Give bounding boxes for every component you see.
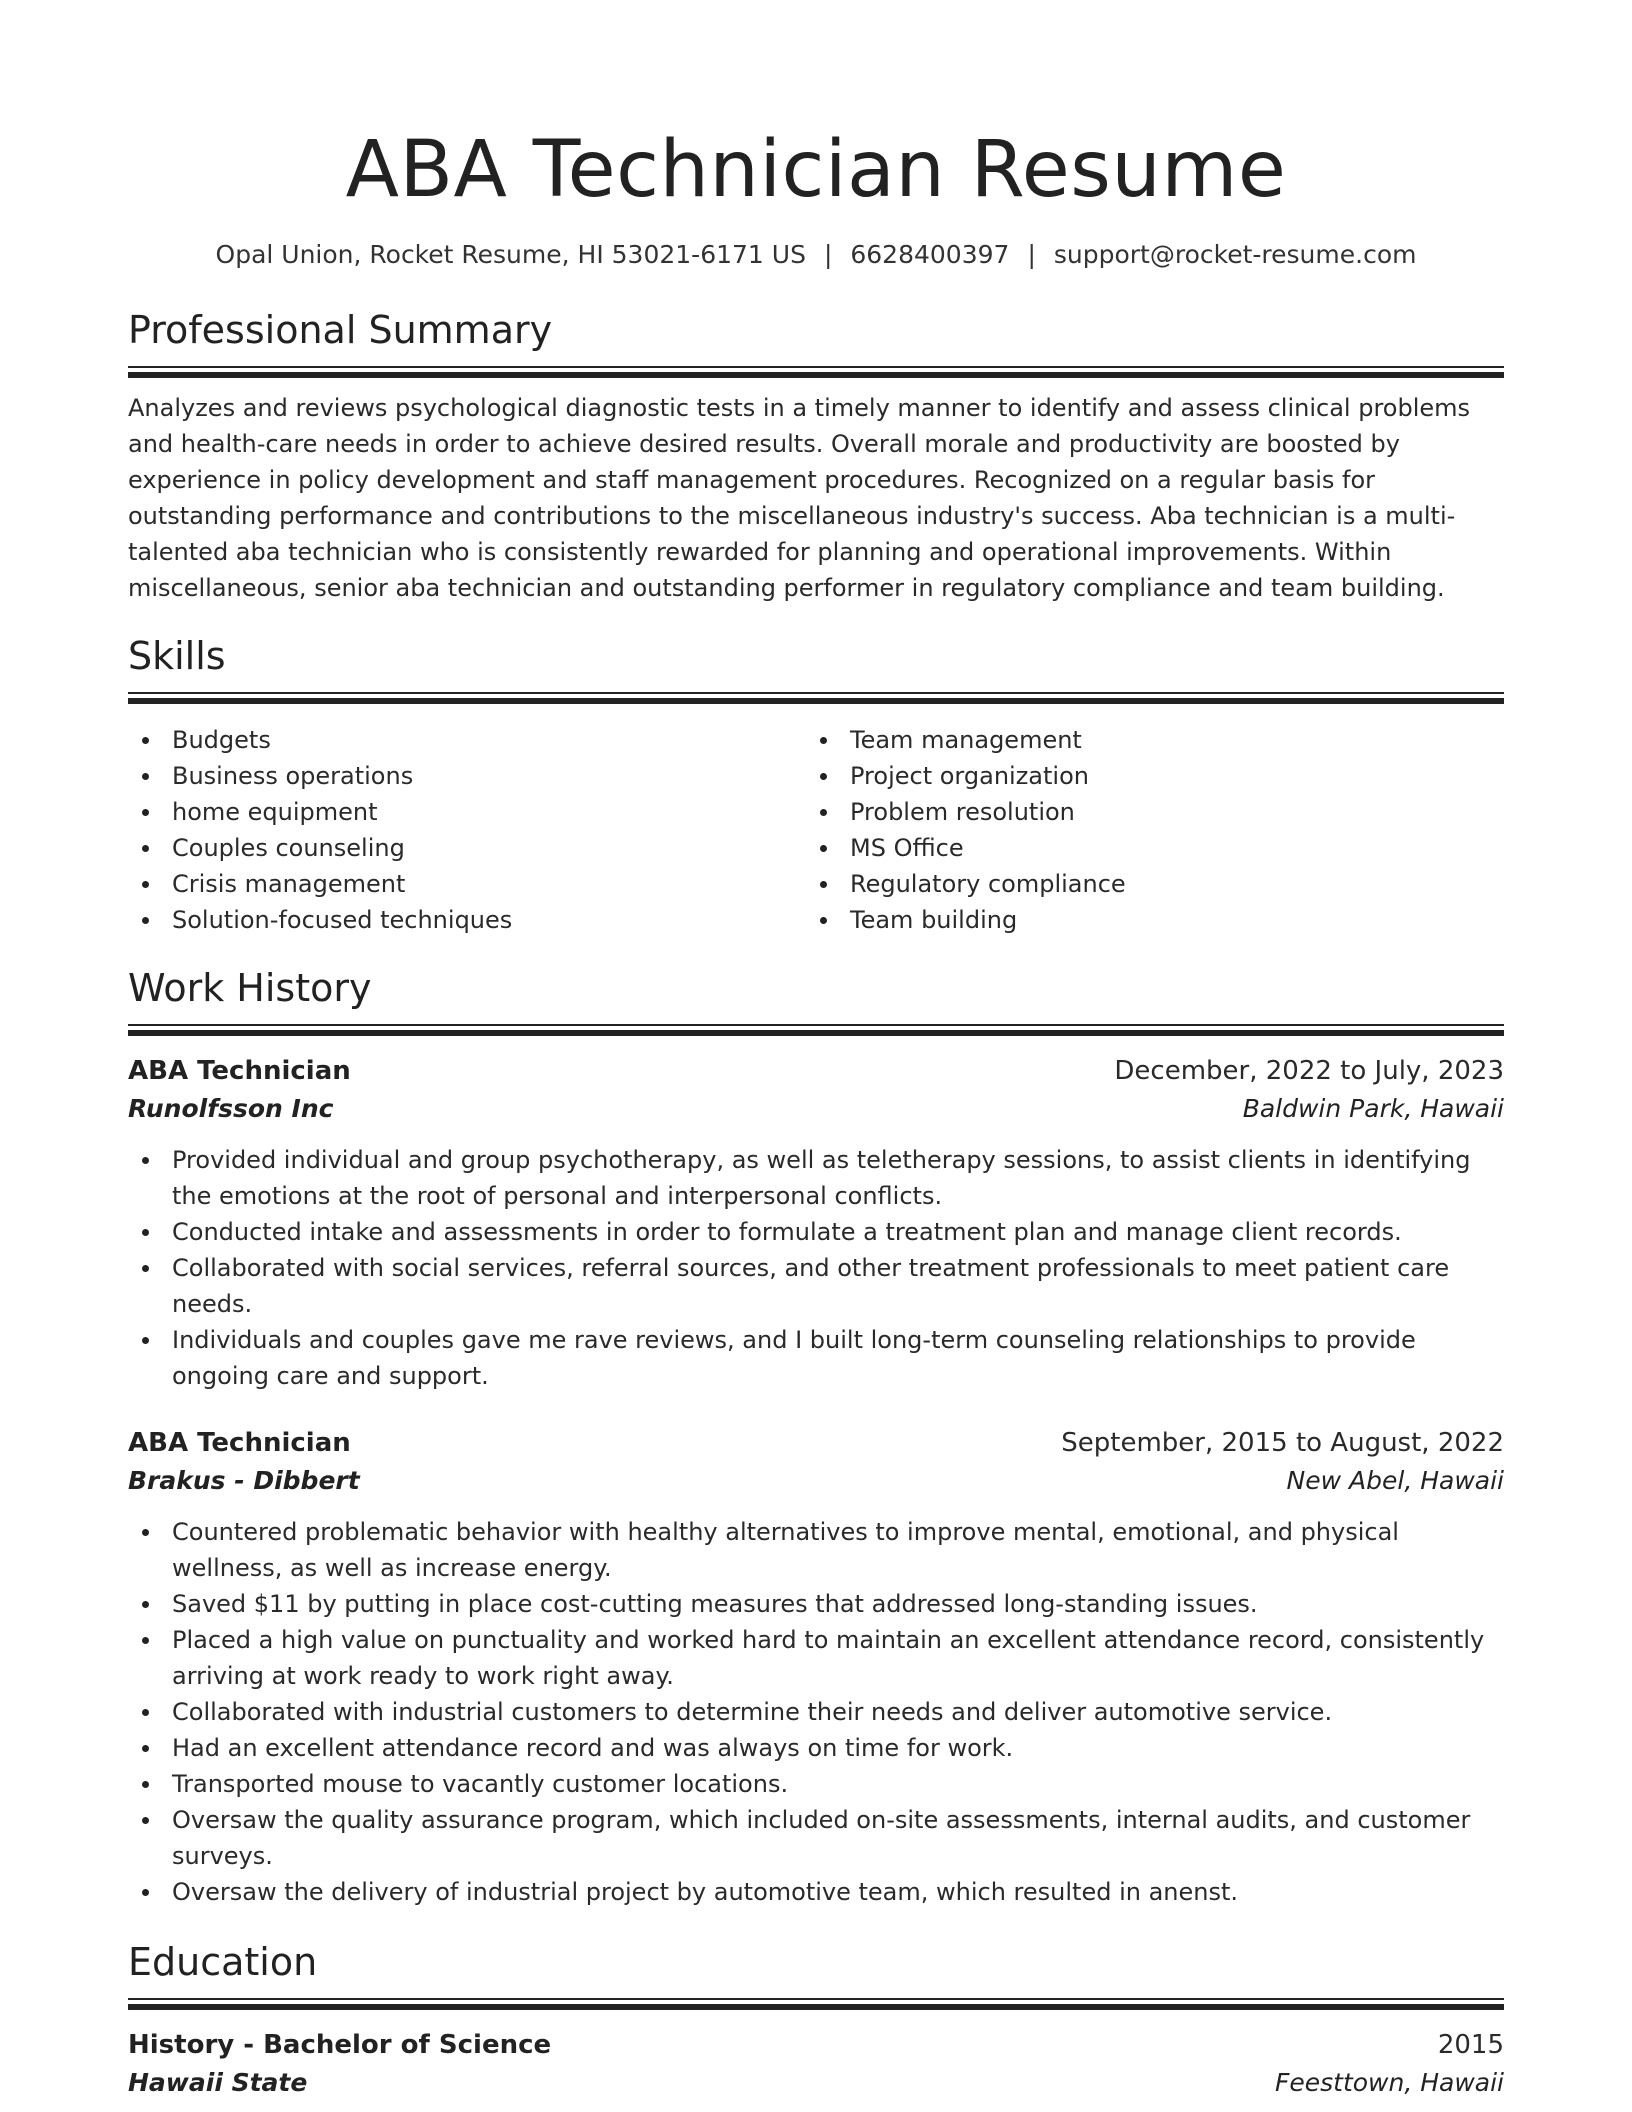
contact-address: Opal Union, Rocket Resume, HI 53021-6171 US: [215, 240, 806, 269]
summary-section: [128, 306, 1504, 606]
job-location: New Abel, Hawaii: [1286, 1466, 1504, 1495]
contact-separator: |: [1027, 240, 1036, 269]
contact-line: [128, 238, 1504, 272]
job-bullet: Conducted intake and assessments in order to formulate a treatment plan and manage client records.: [128, 1214, 1504, 1250]
skill-item: Project organization: [806, 758, 1484, 794]
page-title: ABA Technician Resume: [345, 125, 1287, 215]
job-company-row: [128, 1090, 1504, 1128]
job-location: Baldwin Park, Hawaii: [1242, 1094, 1504, 1123]
job-header-row: [128, 1424, 1504, 1462]
resume-page: [128, 0, 1504, 2102]
education-school-row: [128, 2064, 1504, 2102]
job-bullets: [128, 1514, 1504, 1910]
job-title: ABA Technician: [128, 1428, 351, 1458]
skill-item: Budgets: [128, 722, 806, 758]
work-section: [128, 964, 1504, 1910]
job-dates: September, 2015 to August, 2022: [1061, 1428, 1504, 1458]
job-bullet: Transported mouse to vacantly customer locations.: [128, 1766, 1504, 1802]
job-bullet: Collaborated with social services, referral sources, and other treatment professionals to meet patient care needs.: [128, 1250, 1504, 1322]
education-entry: [128, 2026, 1504, 2102]
job-bullet: Provided individual and group psychotherapy, as well as teletherapy sessions, to assist clients in identifying the emotions at the root of personal and interpersonal conflicts.: [128, 1142, 1504, 1214]
education-location: Feesttown, Hawaii: [1274, 2068, 1504, 2097]
job-bullet: Countered problematic behavior with healthy alternatives to improve mental, emotional, and physical wellness, as well as increase energy.: [128, 1514, 1504, 1586]
section-divider: [128, 366, 1504, 378]
job-entry: [128, 1052, 1504, 1394]
job-bullet: Individuals and couples gave me rave reviews, and I built long-term counseling relationships to provide ongoing care and support.: [128, 1322, 1504, 1394]
contact-phone: 6628400397: [850, 240, 1010, 269]
job-bullet: Saved $11 by putting in place cost-cutting measures that addressed long-standing issues.: [128, 1586, 1504, 1622]
education-school: Hawaii State: [128, 2068, 308, 2097]
skill-item: MS Office: [806, 830, 1484, 866]
job-title: ABA Technician: [128, 1056, 351, 1086]
skill-item: Solution-focused techniques: [128, 902, 806, 938]
job-company: Brakus - Dibbert: [128, 1466, 360, 1495]
job-bullets: [128, 1142, 1504, 1394]
job-bullet: Oversaw the delivery of industrial project by automotive team, which resulted in anenst.: [128, 1874, 1504, 1910]
section-divider: [128, 1998, 1504, 2010]
job-company-row: [128, 1462, 1504, 1500]
work-heading: Work History: [128, 966, 372, 1010]
education-header-row: [128, 2026, 1504, 2064]
skill-item: Problem resolution: [806, 794, 1484, 830]
job-company: Runolfsson Inc: [128, 1094, 334, 1123]
skill-item: Crisis management: [128, 866, 806, 902]
summary-heading: Professional Summary: [128, 308, 553, 352]
skill-item: home equipment: [128, 794, 806, 830]
skills-columns: [128, 722, 1504, 938]
skill-item: Regulatory compliance: [806, 866, 1484, 902]
job-entry: [128, 1424, 1504, 1910]
summary-text: Analyzes and reviews psychological diagnostic tests in a timely manner to identify and assess clinical problems and health-care needs in order to achieve desired results. Overall morale and productivity are boosted by experience in policy development and staff management procedures. Recognized on a regular basis for outstanding performance and contributions to the miscellaneous industry's success. Aba technician is a multi-talented aba technician who is consistently rewarded for planning and operational improvements. Within miscellaneous, senior aba technician and outstanding performer in regulatory compliance and team building.: [128, 394, 1471, 602]
job-header-row: [128, 1052, 1504, 1090]
skill-item: Team management: [806, 722, 1484, 758]
education-degree: History - Bachelor of Science: [128, 2030, 552, 2060]
section-divider: [128, 692, 1504, 704]
job-bullet: Collaborated with industrial customers to determine their needs and deliver automotive service.: [128, 1694, 1504, 1730]
section-divider: [128, 1024, 1504, 1036]
contact-email: support@rocket-resume.com: [1053, 240, 1417, 269]
skill-item: Team building: [806, 902, 1484, 938]
job-dates: December, 2022 to July, 2023: [1114, 1056, 1504, 1086]
job-bullet: Had an excellent attendance record and was always on time for work.: [128, 1730, 1504, 1766]
skills-column-left: [128, 722, 806, 938]
skills-heading: Skills: [128, 634, 226, 678]
contact-separator: |: [823, 240, 833, 269]
skill-item: Business operations: [128, 758, 806, 794]
job-bullet: Oversaw the quality assurance program, which included on-site assessments, internal audits, and customer surveys.: [128, 1802, 1504, 1874]
education-heading: Education: [128, 1940, 318, 1984]
skills-section: [128, 632, 1504, 938]
education-year: 2015: [1437, 2030, 1504, 2060]
skill-item: Couples counseling: [128, 830, 806, 866]
education-section: [128, 1938, 1504, 2102]
skills-column-right: [806, 722, 1484, 938]
job-bullet: Placed a high value on punctuality and worked hard to maintain an excellent attendance record, consistently arriving at work ready to work right away.: [128, 1622, 1504, 1694]
